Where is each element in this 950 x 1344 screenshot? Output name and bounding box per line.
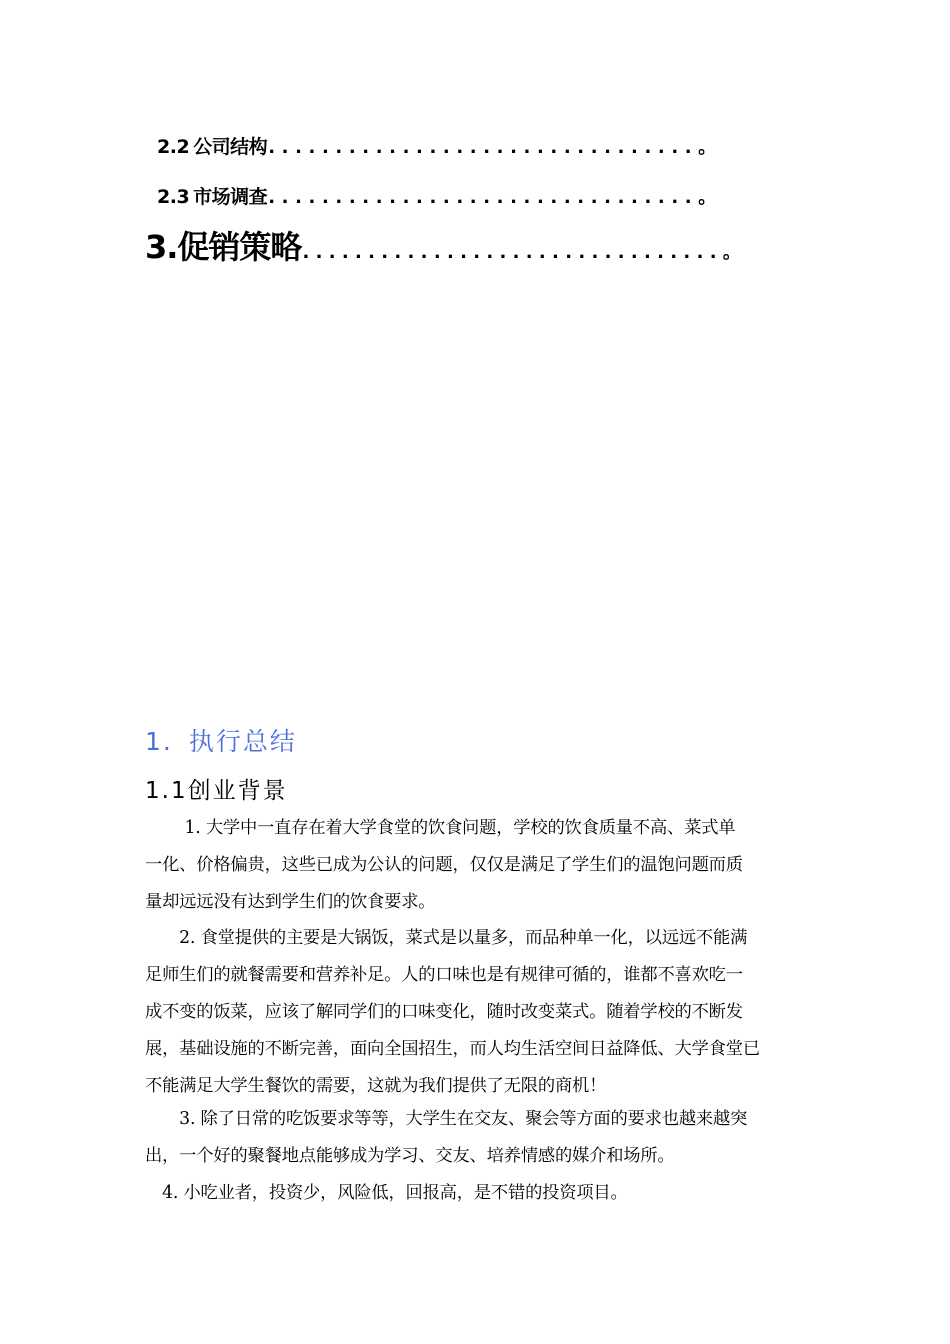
- paragraph-line: 展，基础设施的不断完善，面向全国招生，而人均生活空间日益降低、大学食堂已: [145, 1039, 760, 1059]
- paragraph-line: 出，一个好的聚餐地点能够成为学习、交友、培养情感的媒介和场所。: [145, 1146, 675, 1166]
- toc-entry-number: 3.: [145, 228, 178, 266]
- paragraph-line: 足师生们的就餐需要和营养补足。人的口味也是有规律可循的，谁都不喜欢吃一: [145, 965, 743, 985]
- toc-entry-3[interactable]: [145, 222, 740, 268]
- toc-entry-title: 促销策略: [177, 228, 302, 266]
- subsection-heading: [145, 772, 288, 805]
- paragraph-line: 量却远远没有达到学生们的饮食要求。: [145, 892, 436, 912]
- toc-entry-2-2[interactable]: [157, 132, 716, 159]
- toc-leader-end: 。: [698, 187, 716, 208]
- toc-leader-dots: ................................: [302, 242, 723, 263]
- section-heading: [145, 722, 297, 758]
- paragraph-line: 成不变的饭菜，应该了解同学们的口味变化，随时改变菜式。随着学校的不断发: [145, 1002, 743, 1022]
- section-heading-number: 1.: [145, 727, 173, 756]
- section-heading-title: 执行总结: [188, 727, 297, 756]
- toc-leader-dots: ................................: [268, 137, 699, 158]
- toc-entry-title: 公司结构: [193, 136, 268, 158]
- paragraph-line: 2. 食堂提供的主要是大锅饭，菜式是以量多，而品种单一化，以远远不能满: [145, 928, 748, 948]
- subsection-heading-number: 1.1: [145, 778, 188, 804]
- paragraph-4: [145, 1175, 810, 1212]
- paragraph-line: 4. 小吃业者，投资少，风险低，回报高，是不错的投资项目。: [145, 1183, 628, 1203]
- toc-entry-number: 2.2: [157, 136, 190, 158]
- paragraph-1: [145, 810, 810, 921]
- paragraph-2: [145, 920, 810, 1105]
- toc-leader-dots: ................................: [268, 187, 699, 208]
- toc-leader-end: 。: [722, 242, 740, 263]
- paragraph-3: [145, 1101, 810, 1175]
- toc-entry-2-3[interactable]: [157, 182, 716, 209]
- toc-entry-number: 2.3: [157, 186, 190, 208]
- toc-entry-title: 市场调查: [193, 186, 268, 208]
- paragraph-line: 1. 大学中一直存在着大学食堂的饮食问题，学校的饮食质量不高、菜式单: [145, 818, 736, 838]
- subsection-heading-title: 创业背景: [187, 778, 288, 804]
- paragraph-line: 不能满足大学生餐饮的需要，这就为我们提供了无限的商机！: [145, 1076, 607, 1096]
- toc-leader-end: 。: [698, 137, 716, 158]
- paragraph-line: 一化、价格偏贵，这些已成为公认的问题，仅仅是满足了学生们的温饱问题而质: [145, 855, 743, 875]
- paragraph-line: 3. 除了日常的吃饭要求等等，大学生在交友、聚会等方面的要求也越来越突: [145, 1109, 748, 1129]
